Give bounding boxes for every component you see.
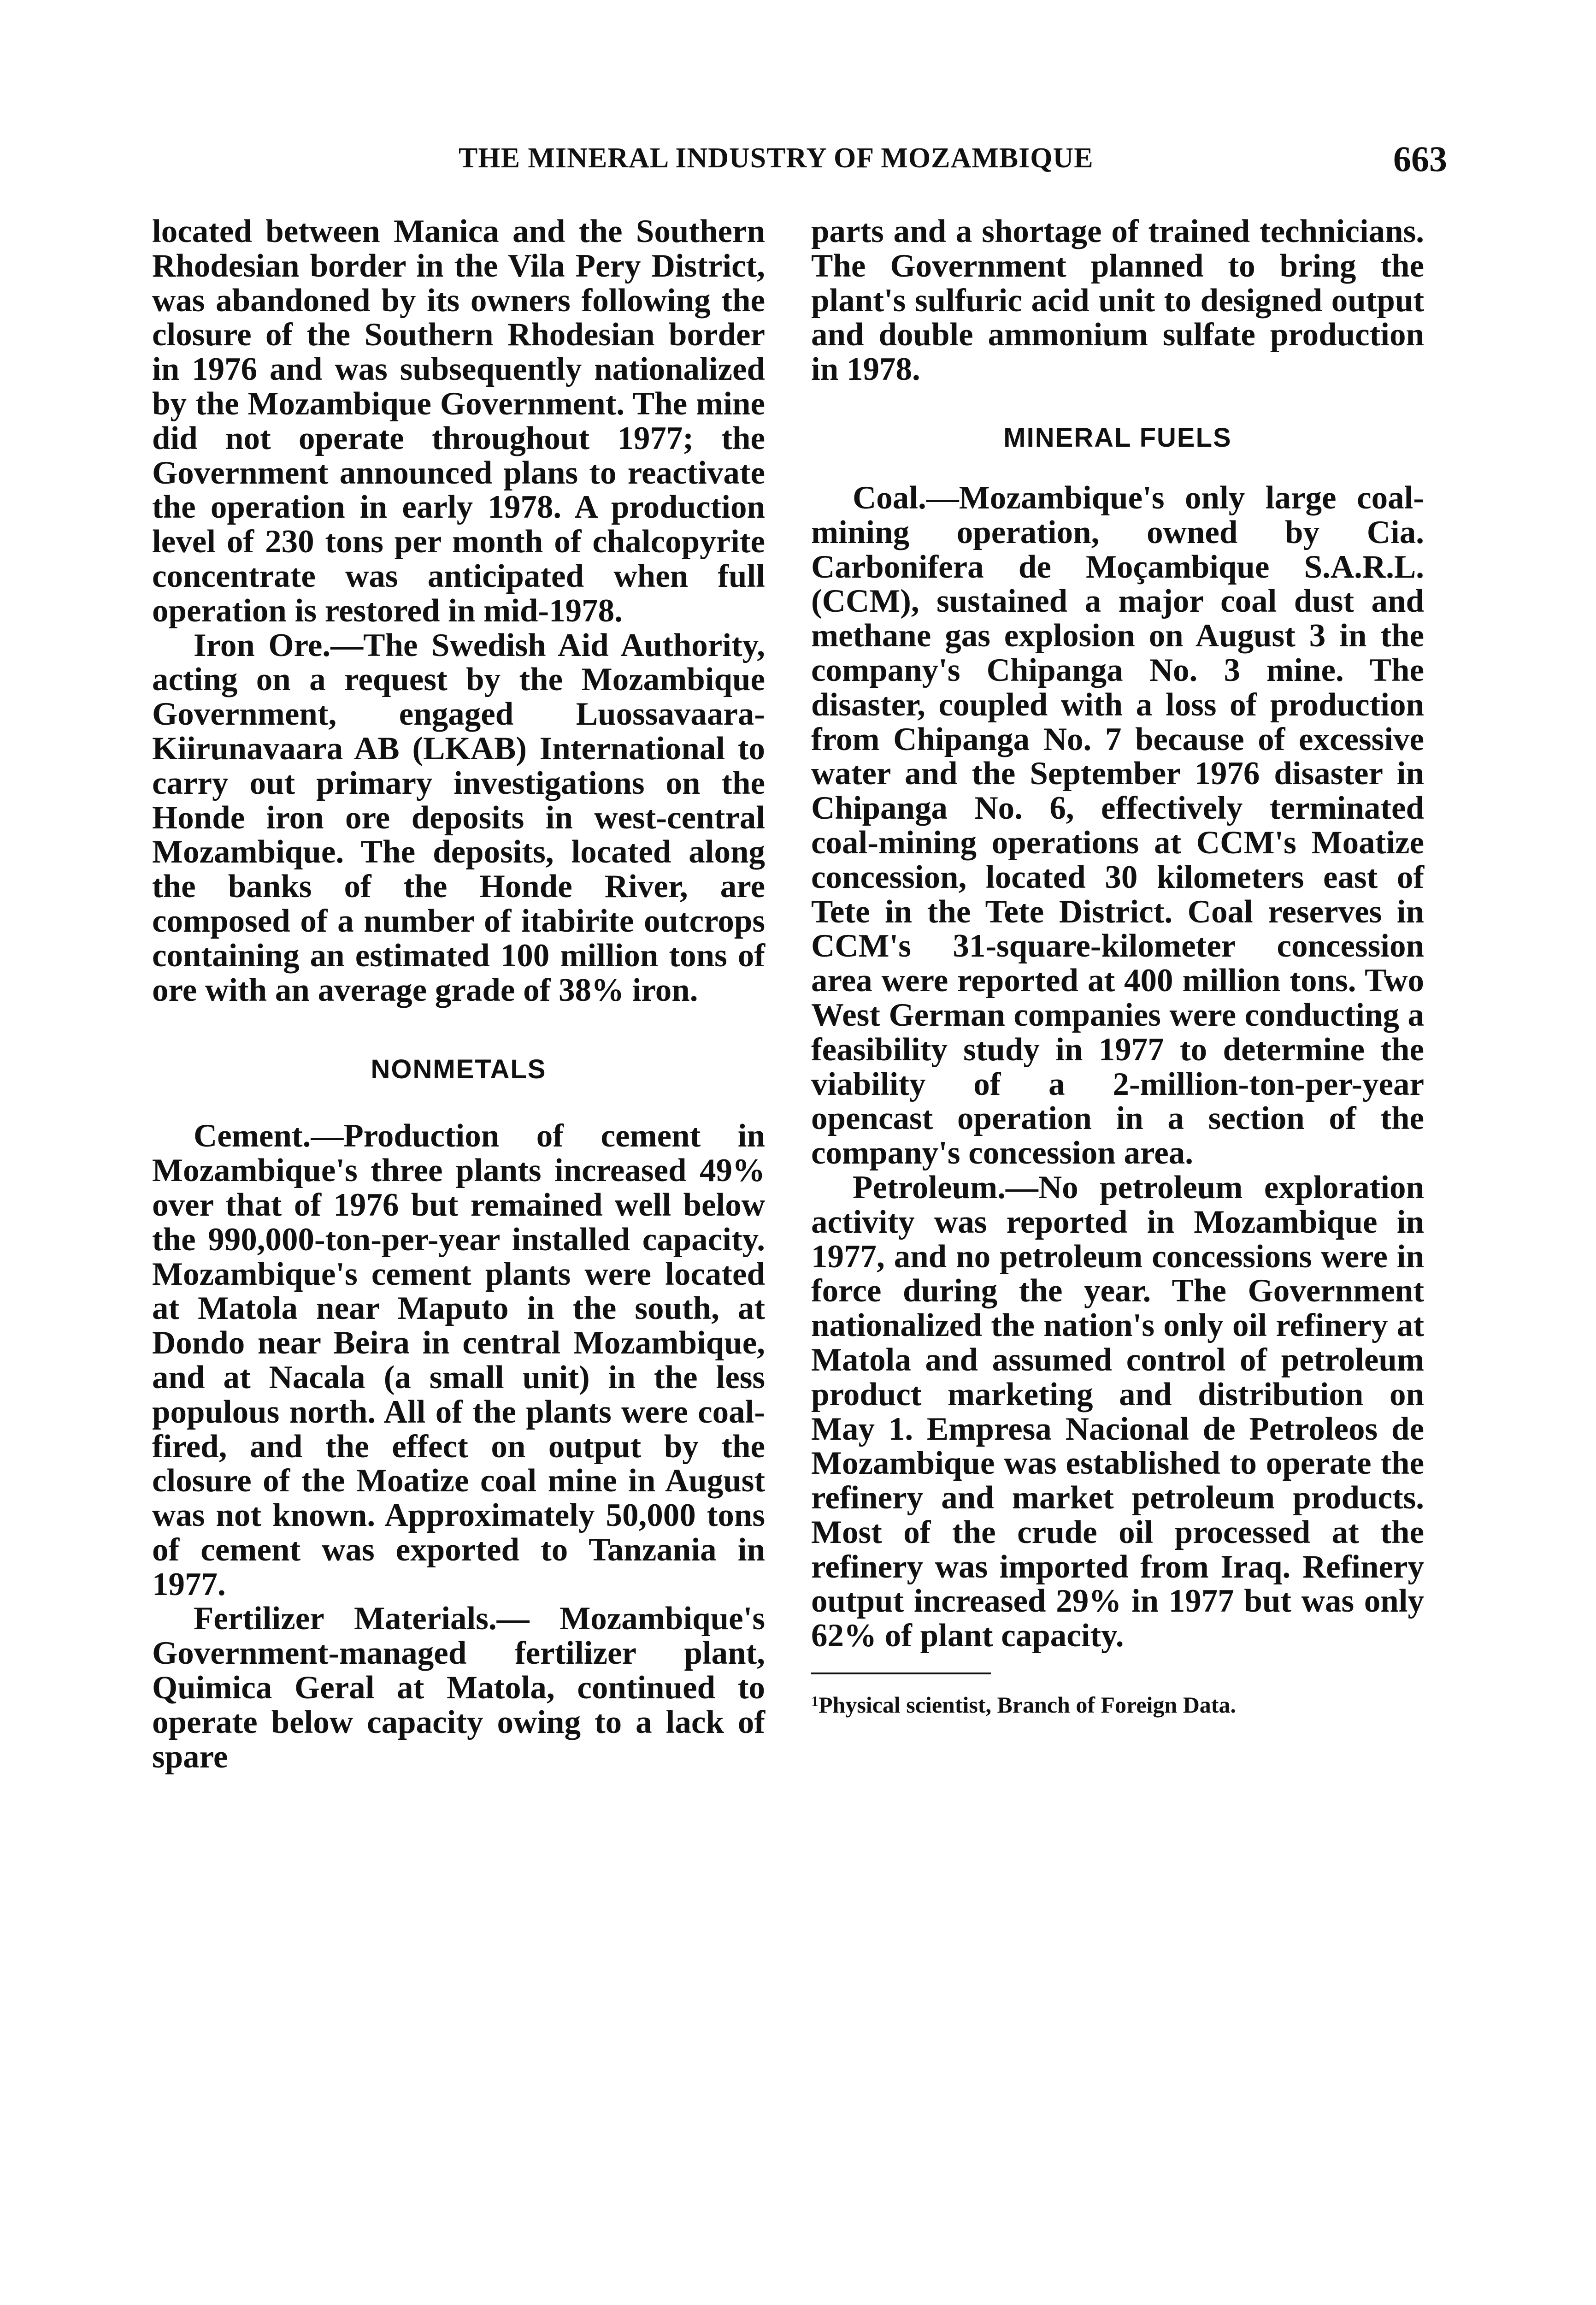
footnote-text: Physical scientist, Branch of Foreign Data. — [819, 1692, 1236, 1718]
footnote-divider — [811, 1673, 991, 1674]
petroleum-run-head: Petroleum.— — [853, 1169, 1038, 1206]
petroleum-text: No petroleum exploration activity was reported in Mozambique in 1977, and no petroleum concessions were in force during the year. The Government nationalized the nation's only oil refinery at Matola and assumed control of petroleum product marketing and distribution on May 1. Empresa Nacional de Petroleos de Mozambique was established to operate the refinery and market petroleum products. Most of the crude oil processed at the refinery was imported from Iraq. Refinery output increased 29% in 1977 but was only 62% of plant capacity. — [811, 1169, 1424, 1654]
coal-paragraph — [811, 481, 1424, 1170]
footnote — [811, 1687, 1424, 1719]
footnote-marker: 1 — [811, 1693, 819, 1710]
fertilizer-paragraph — [152, 1602, 765, 1774]
running-title: THE MINERAL INDUSTRY OF MOZAMBIQUE — [459, 142, 1094, 174]
coal-text: Mozambique's only large coal-mining operation, owned by Cia. Carbonifera de Moçambique S.A.R.L. (CCM), sustained a major coal dust and methane gas explosion on August 3 in the company's Chipanga No. 3 mine. The disaster, coupled with a loss of production from Chipanga No. 7 because of excessive water and the September 1976 disaster in Chipanga No. 6, effectively terminated coal-mining operations at CCM's Moatize concession, located 30 kilometers east of Tete in the Tete District. Coal reserves in CCM's 31-square-kilometer concession area were reported at 400 million tons. Two West German companies were conducting a feasibility study in 1977 to determine the viability of a 2-million-ton-per-year opencast operation in a section of the company's concession area. — [811, 479, 1424, 1171]
coal-run-head: Coal.— — [853, 479, 959, 516]
right-column — [811, 214, 1424, 1719]
mineral-fuels-heading: MINERAL FUELS — [1003, 422, 1232, 453]
cement-paragraph — [152, 1119, 765, 1602]
copper-continuation-paragraph: located between Manica and the Southern Rhodesian border in the Vila Pery District, was abandoned by its owners following the closure of the Southern Rhodesian border in 1976 and was subsequently nationalized by the Mozambique Government. The mine did not operate throughout 1977; the Government announced plans to reactivate the operation in early 1978. A production level of 230 tons per month of chalcopyrite concentrate was anticipated when full operation is restored in mid-1978. — [152, 213, 765, 629]
fertilizer-continuation-paragraph: parts and a shortage of trained technicians. The Government planned to bring the plant's sulfuric acid unit to designed output and double ammonium sulfate production in 1978. — [811, 213, 1424, 388]
nonmetals-heading: NONMETALS — [371, 1054, 547, 1085]
fertilizer-run-head: Fertilizer Materials.— — [194, 1601, 530, 1637]
petroleum-paragraph — [811, 1170, 1424, 1653]
fertilizer-text: Mozambique's Government-managed fertilizer plant, Quimica Geral at Matola, continued to operate below capacity owing to a lack of spare — [152, 1601, 765, 1775]
cement-text: Production of cement in Mozambique's three plants increased 49% over that of 1976 but remained well below the 990,000-ton-per-year installed capacity. Mozambique's cement plants were located at Matola near Maputo in the south, at Dondo near Beira in central Mozambique, and at Nacala (a small unit) in the less populous north. All of the plants were coal-fired, and the effect on output by the closure of the Moatize coal mine in August was not known. Approximately 50,000 tons of cement was exported to Tanzania in 1977. — [152, 1118, 765, 1602]
page-number: 663 — [1393, 139, 1447, 179]
iron-ore-text: The Swedish Aid Authority, acting on a request by the Mozambique Government, engaged Luossavaara-Kiirunavaara AB (LKAB) International to carry out primary investigations on the Honde iron ore deposits in west-central Mozambique. The deposits, located along the banks of the Honde River, are composed of a number of itabirite outcrops containing an estimated 100 million tons of ore with an average grade of 38% iron. — [152, 627, 765, 1008]
left-column — [152, 214, 765, 1774]
cement-run-head: Cement.— — [194, 1118, 344, 1154]
iron-ore-run-head: Iron Ore.— — [194, 627, 364, 663]
iron-ore-paragraph — [152, 628, 765, 1008]
page-header — [157, 138, 1447, 182]
